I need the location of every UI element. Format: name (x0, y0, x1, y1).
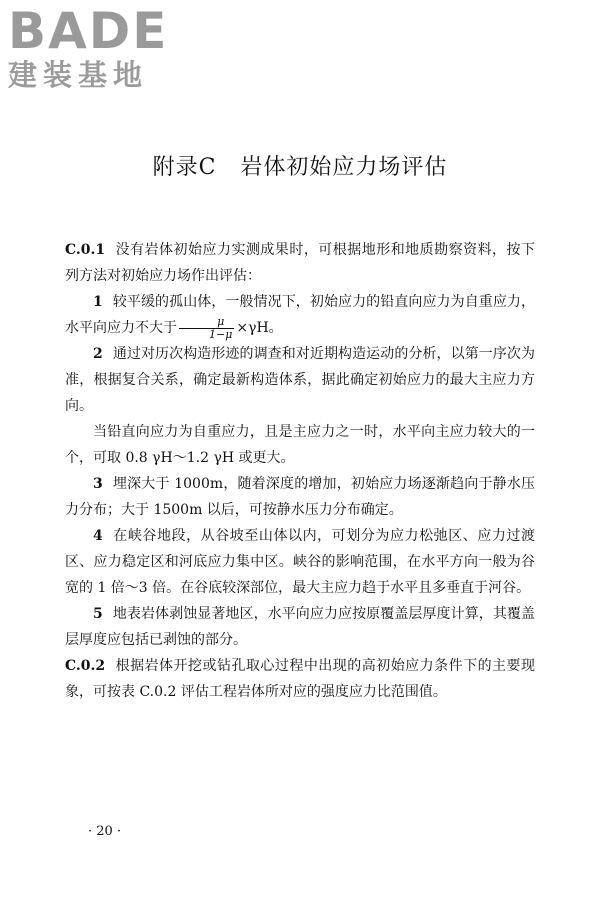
appendix-title: 岩体初始应力场评估 (240, 155, 448, 180)
list-item (65, 523, 535, 601)
list-item (65, 289, 535, 341)
fraction (179, 316, 234, 341)
page-title (0, 150, 600, 181)
logo-subtitle: 建装基地 (8, 58, 149, 92)
list-item (65, 471, 535, 523)
fraction-denominator: 1−μ (209, 327, 233, 341)
logo (8, 4, 178, 92)
list-item (65, 419, 535, 471)
page-number: · 20 · (88, 824, 122, 839)
list-item (65, 341, 535, 419)
clause-number: C.0.2 (65, 658, 106, 674)
clause-c01-intro (65, 237, 535, 289)
clause-text: 没有岩体初始应力实测成果时，可根据地形和地质勘察资料，按下列方法对初始应力场作出评估： (65, 242, 535, 284)
item-text-after: ×γH。 (236, 320, 283, 336)
clause-text: 根据岩体开挖或钻孔取心过程中出现的高初始应力条件下的主要现象，可按表 C.0.2 评估工程岩体所对应的强度应力比范围值。 (65, 658, 535, 700)
clause-number: C.0.1 (65, 242, 106, 258)
appendix-label: 附录C (152, 155, 217, 180)
item-number: 4 (93, 528, 103, 544)
fraction-numerator: μ (179, 316, 234, 329)
item-text: 通过对历次构造形迹的调查和对近期构造运动的分析，以第一序次为准，根据复合关系，确定最新构造体系，据此确定初始应力的最大主应力方向。 (65, 346, 535, 414)
logo-brand: BADE (8, 2, 169, 60)
list-item (65, 601, 535, 653)
item-number: 2 (93, 346, 103, 362)
item-text: 较平缓的孤山体，一般情况下，初始应力的铅直向应力为自重应力，水平向应力不大于 (65, 294, 535, 336)
document-body (65, 237, 535, 705)
clause-c02 (65, 653, 535, 705)
item-text: 当铅直向应力为自重应力，且是主应力之一时，水平向主应力较大的一个，可取 0.8 γH～1.2 γH 或更大。 (65, 424, 535, 466)
item-number: 1 (93, 294, 103, 310)
item-text: 地表岩体剥蚀显著地区，水平向应力应按原覆盖层厚度计算，其覆盖层厚度应包括已剥蚀的部分。 (65, 606, 535, 648)
item-text: 在峡谷地段，从谷坡至山体以内，可划分为应力松弛区、应力过渡区、应力稳定区和河底应力集中区。峡谷的影响范围，在水平方向一般为谷宽的 1 倍～3 倍。在谷底较深部位，最大主应力趋于水平且多垂直于河谷。 (65, 528, 535, 596)
item-text: 埋深大于 1000m，随着深度的增加，初始应力场逐渐趋向于静水压力分布；大于 1500m 以后，可按静水压力分布确定。 (65, 476, 535, 518)
item-number: 3 (93, 476, 103, 492)
item-number: 5 (93, 606, 103, 622)
